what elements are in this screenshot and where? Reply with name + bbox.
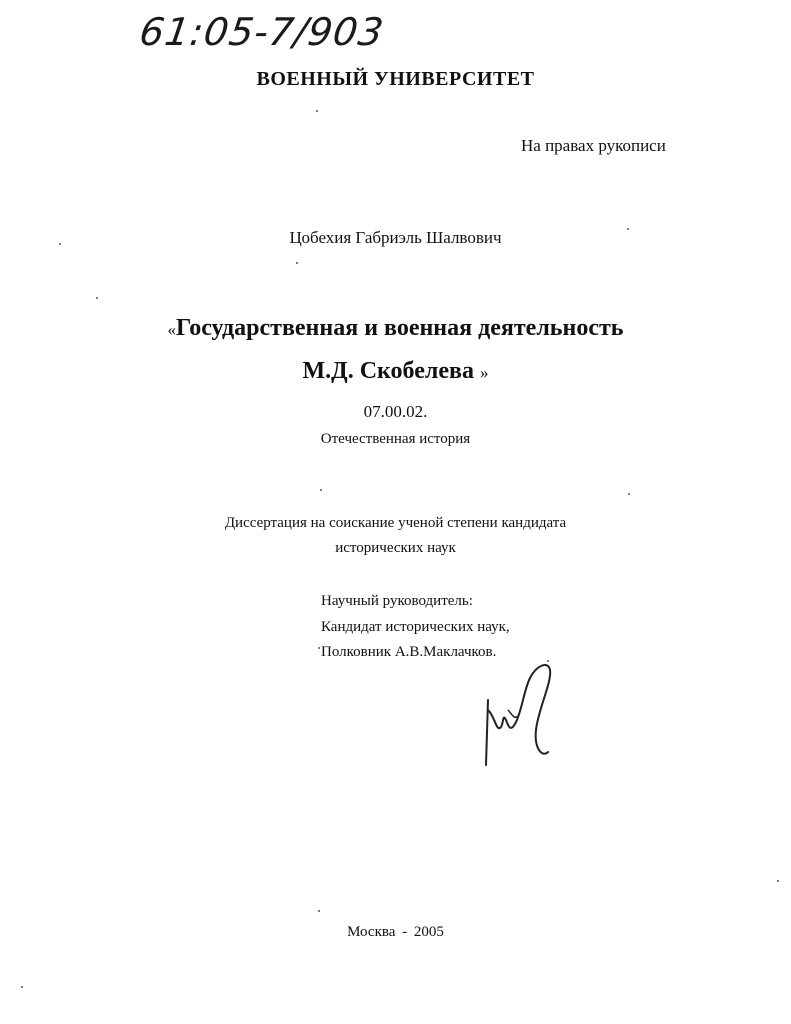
author-name: Цобехия Габриэль Шалвович: [289, 228, 502, 247]
scan-speck: [296, 262, 298, 264]
title-line-1-text: Государственная и военная деятельность: [176, 315, 624, 341]
university-name: ВОЕННЫЙ УНИВЕРСИТЕТ: [256, 68, 535, 90]
scan-speck: [320, 489, 322, 491]
title-line-1: [0, 315, 791, 342]
scan-speck: [316, 110, 318, 112]
scan-speck: [777, 880, 779, 882]
signature-flourish: [508, 710, 518, 717]
archive-code-handwritten: 61:05-7/903: [136, 10, 387, 54]
scan-speck: [628, 493, 630, 495]
title-line-2: [0, 358, 791, 385]
title-quote-open: «: [167, 320, 177, 339]
specialty-name: Отечественная история: [320, 431, 471, 447]
scan-speck: [318, 647, 320, 649]
scan-speck: [96, 297, 98, 299]
city-year: Москва - 2005: [347, 924, 444, 940]
supervisor-name: Полковник А.В.Маклачков.: [321, 644, 497, 660]
scan-speck: [21, 986, 23, 988]
supervisor-label: Научный руководитель:: [321, 593, 473, 609]
scan-speck: [59, 243, 61, 245]
manuscript-rights-note: На правах рукописи: [521, 136, 666, 155]
signature-stroke: [486, 665, 550, 765]
scan-speck: [318, 910, 320, 912]
scan-speck: [547, 660, 549, 662]
specialty-code: 07.00.02.: [363, 402, 428, 421]
dissertation-line-2: исторических наук: [335, 540, 456, 556]
supervisor-degree: Кандидат исторических наук,: [321, 619, 510, 635]
title-line-2-text: М.Д. Скобелева: [302, 358, 474, 384]
signature-image: [478, 660, 568, 775]
title-quote-close: »: [479, 363, 489, 382]
scan-speck: [627, 228, 629, 230]
dissertation-line-1: Диссертация на соискание ученой степени кандидата: [224, 515, 567, 531]
